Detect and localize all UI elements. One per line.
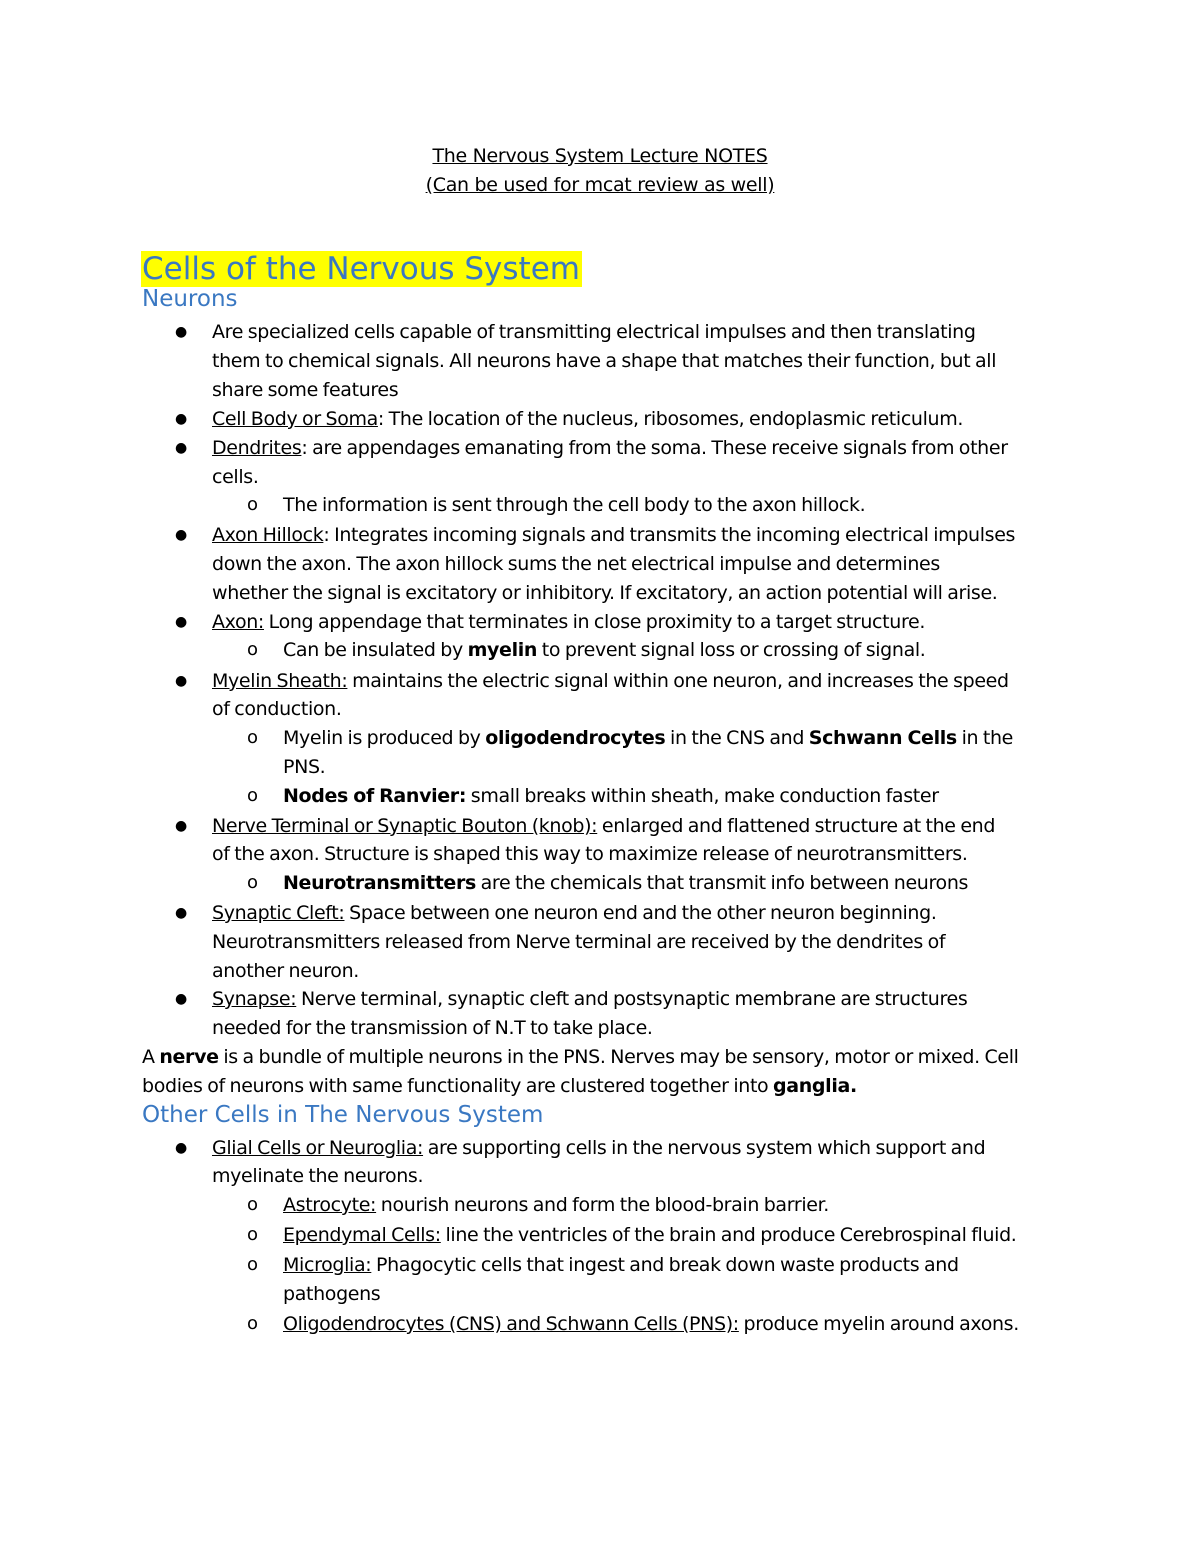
- list-item-text: needed for the transmission of N.T to take place.: [212, 1017, 653, 1039]
- sub-list-item: [283, 1311, 1019, 1337]
- text-span: in the: [956, 727, 1014, 749]
- definition-text: Space between one neuron end and the other neuron beginning.: [344, 902, 937, 924]
- list-item-text: share some features: [212, 379, 399, 401]
- bold-term: nerve: [159, 1046, 219, 1068]
- definition-text: are supporting cells in the nervous system which support and: [423, 1137, 986, 1159]
- text-span: are the chemicals that transmit info between neurons: [475, 872, 969, 894]
- list-item: [212, 668, 1009, 694]
- definition-text: produce myelin around axons.: [738, 1313, 1019, 1335]
- sub-list-item-text: The information is sent through the cell body to the axon hillock.: [283, 494, 866, 516]
- nerve-paragraph-line: [142, 1073, 857, 1099]
- heading-cells-of-nervous-system: [141, 249, 582, 289]
- nerve-paragraph-line: [142, 1044, 1019, 1070]
- sub-bullet-icon: o: [247, 1224, 259, 1245]
- sub-list-item: [283, 637, 926, 663]
- sub-bullet-icon: o: [247, 1254, 259, 1275]
- document-subtitle: (Can be used for mcat review as well): [425, 174, 775, 196]
- term-dendrites: Dendrites: [212, 437, 302, 459]
- list-item-text: cells.: [212, 466, 259, 488]
- term-cell-body: Cell Body or Soma: [212, 408, 378, 430]
- sub-bullet-icon: o: [247, 872, 259, 893]
- text-span: in the CNS and: [665, 727, 809, 749]
- sub-bullet-icon: o: [247, 785, 259, 806]
- list-item-text: whether the signal is excitatory or inhibitory. If excitatory, an action potential will arise.: [212, 582, 998, 604]
- sub-bullet-icon: o: [247, 727, 259, 748]
- list-item-text: another neuron.: [212, 960, 359, 982]
- list-item-text: of conduction.: [212, 698, 342, 720]
- list-item-text: myelinate the neurons.: [212, 1165, 424, 1187]
- bullet-icon: ●: [175, 1140, 188, 1156]
- bold-term: Nodes of Ranvier:: [283, 785, 467, 807]
- list-item: [212, 900, 937, 926]
- text-span: bodies of neurons with same functionality are clustered together into: [142, 1075, 774, 1097]
- sub-list-item: [283, 870, 968, 896]
- sub-list-item: [283, 783, 939, 809]
- list-item-text: of the axon. Structure is shaped this way to maximize release of neurotransmitters.: [212, 843, 968, 865]
- sub-list-item: [283, 1252, 959, 1278]
- list-item: [212, 435, 1008, 461]
- sub-bullet-icon: o: [247, 1194, 259, 1215]
- term-nerve-terminal: Nerve Terminal or Synaptic Bouton (knob):: [212, 815, 598, 837]
- term-myelin-sheath: Myelin Sheath:: [212, 670, 348, 692]
- definition-text: enlarged and flattened structure at the end: [597, 815, 996, 837]
- term-axon-hillock: Axon Hillock: [212, 524, 324, 546]
- list-item: [212, 609, 925, 635]
- bold-term: Schwann Cells: [808, 727, 957, 749]
- list-item-text: Neurotransmitters released from Nerve terminal are received by the dendrites of: [212, 931, 946, 953]
- definition-text: Nerve terminal, synaptic cleft and postsynaptic membrane are structures: [296, 988, 968, 1010]
- text-span: to prevent signal loss or crossing of signal.: [537, 639, 926, 661]
- list-item: [212, 406, 963, 432]
- term-ependymal-cells: Ependymal Cells:: [283, 1224, 441, 1246]
- document-title: The Nervous System Lecture NOTES: [432, 145, 768, 167]
- definition-text: : The location of the nucleus, ribosomes, endoplasmic reticulum.: [377, 408, 964, 430]
- text-span: A: [142, 1046, 160, 1068]
- list-item: [212, 1135, 985, 1161]
- list-item: [212, 522, 1015, 548]
- sub-bullet-icon: o: [247, 1313, 259, 1334]
- bullet-icon: ●: [175, 614, 188, 630]
- text-span: Myelin is produced by: [283, 727, 486, 749]
- term-synaptic-cleft: Synaptic Cleft:: [212, 902, 345, 924]
- bullet-icon: ●: [175, 673, 188, 689]
- text-span: is a bundle of multiple neurons in the PNS. Nerves may be sensory, motor or mixed. Cell: [218, 1046, 1019, 1068]
- bullet-icon: ●: [175, 991, 188, 1007]
- sub-list-item-text: pathogens: [283, 1283, 381, 1305]
- bullet-icon: ●: [175, 527, 188, 543]
- definition-text: maintains the electric signal within one neuron, and increases the speed: [347, 670, 1009, 692]
- bold-term: Neurotransmitters: [283, 872, 476, 894]
- term-astrocyte: Astrocyte:: [283, 1194, 377, 1216]
- list-item: [212, 813, 995, 839]
- bullet-icon: ●: [175, 324, 188, 340]
- list-item: [212, 986, 967, 1012]
- text-span: small breaks within sheath, make conduction faster: [466, 785, 939, 807]
- sub-list-item: [283, 725, 1013, 751]
- subheading-other-cells: Other Cells in The Nervous System: [142, 1102, 544, 1128]
- bullet-icon: ●: [175, 818, 188, 834]
- term-oligodendrocytes: Oligodendrocytes (CNS) and Schwann Cells (PNS):: [283, 1313, 739, 1335]
- term-microglia: Microglia:: [283, 1254, 372, 1276]
- bullet-icon: ●: [175, 411, 188, 427]
- subheading-neurons: Neurons: [142, 286, 238, 312]
- sub-list-item: [283, 1222, 1017, 1248]
- list-item-text: Are specialized cells capable of transmitting electrical impulses and then translating: [212, 321, 976, 343]
- definition-text: : are appendages emanating from the soma. These receive signals from other: [301, 437, 1008, 459]
- bold-term: ganglia.: [773, 1075, 857, 1097]
- sub-bullet-icon: o: [247, 639, 259, 660]
- list-item-text: them to chemical signals. All neurons have a shape that matches their function, but all: [212, 350, 997, 372]
- definition-text: line the ventricles of the brain and produce Cerebrospinal fluid.: [440, 1224, 1017, 1246]
- bold-term: oligodendrocytes: [485, 727, 666, 749]
- definition-text: Long appendage that terminates in close proximity to a target structure.: [263, 611, 926, 633]
- bullet-icon: ●: [175, 905, 188, 921]
- sub-bullet-icon: o: [247, 494, 259, 515]
- definition-text: nourish neurons and form the blood-brain barrier.: [376, 1194, 829, 1216]
- bullet-icon: ●: [175, 440, 188, 456]
- highlighted-heading-text: Cells of the Nervous System: [142, 251, 580, 287]
- term-axon: Axon:: [212, 611, 264, 633]
- sub-list-item-text: PNS.: [283, 756, 326, 778]
- list-item-text: down the axon. The axon hillock sums the net electrical impulse and determines: [212, 553, 940, 575]
- text-span: Can be insulated by: [283, 639, 468, 661]
- term-synapse: Synapse:: [212, 988, 297, 1010]
- term-glial-cells: Glial Cells or Neuroglia:: [212, 1137, 424, 1159]
- definition-text: : Integrates incoming signals and transmits the incoming electrical impulses: [323, 524, 1016, 546]
- definition-text: Phagocytic cells that ingest and break down waste products and: [371, 1254, 959, 1276]
- bold-term: myelin: [467, 639, 538, 661]
- sub-list-item: [283, 1192, 829, 1218]
